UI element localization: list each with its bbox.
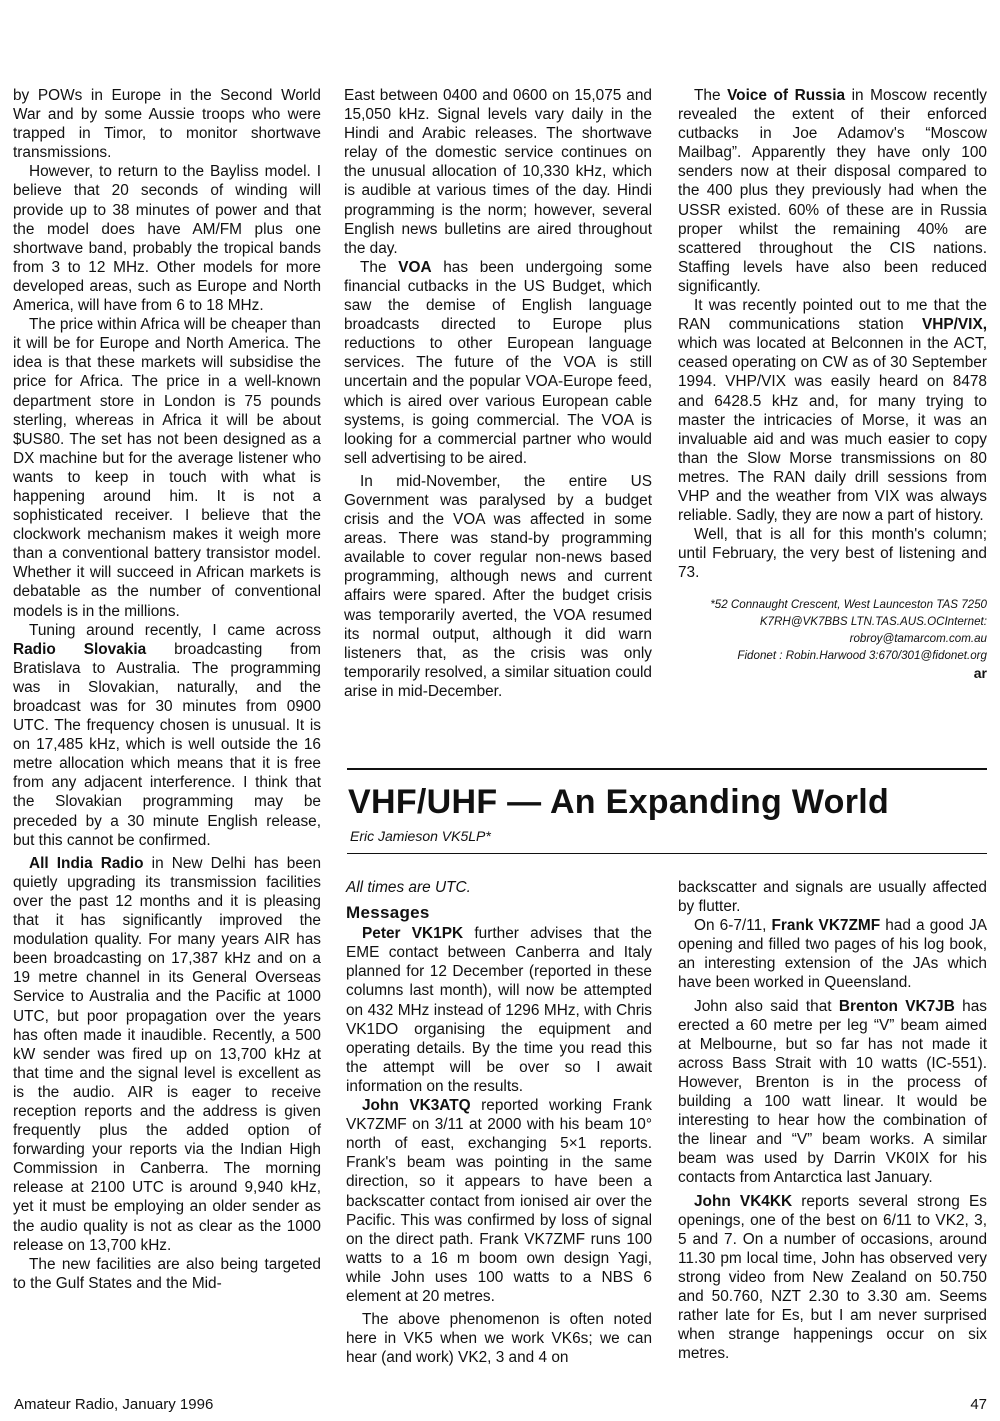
paragraph [13, 854, 321, 1255]
text-run: On 6-7/11, [694, 917, 772, 935]
text-run: John also said that [694, 997, 839, 1015]
station-name: Voice of Russia [727, 87, 846, 104]
article-title: VHF/UHF — An Expanding World [348, 783, 890, 821]
paragraph [346, 1096, 652, 1306]
text-run: The [360, 258, 399, 276]
byline-rule [347, 853, 987, 854]
station-name: All India Radio [29, 854, 144, 872]
address-line: *52 Connaught Crescent, West Launceston TAS 7250 [710, 598, 987, 612]
text-run: has erected a 60 metre per leg “V” beam aimed at Melbourne, but so far has not made it across Bass Strait with 10 watts (IC-551). However, Brenton is in the process of building a 100 watt linear. It would be interesting to hear how the combination of the linear and “V” beam works. A similar beam was used by Darrin VK0IX for his contacts from Antarctica last January. [678, 997, 987, 1187]
callsign: John VK3ATQ [362, 1097, 471, 1115]
text-run: in Moscow recently revealed the extent of their enforced cutbacks in Joe Adamov's “Moscow Mailbag”. Apparently they have only 100 senders now at their disposal compared to the 400 plus they previously had when the USSR existed. 60% of these are in Russia proper whilst the remaining 40% are scattered throughout the CIS nations. Staffing levels have also been reduced significantly. [678, 87, 987, 295]
paragraph: by POWs in Europe in the Second World War and by some Aussie troops who were trapped in Timor, to monitor shortwave transmissions. [13, 87, 321, 162]
author-address [678, 596, 987, 664]
intro-note: All times are UTC. [346, 879, 471, 896]
text-run: Tuning around recently, I came across [29, 621, 321, 639]
paragraph: The price within Africa will be cheaper than it will be for Europe and North America. The idea is that these markets will subsidise the price for Africa. The price in a well-known department store in London is 75 pounds sterling, whereas in Africa it will be about $US80. The set has not been designed as a DX machine but for the average listener who wants to keep in touch with what is happening around him. It is not a sophisticated receiver. I believe that the clockwork mechanism makes it weigh more than a conventional battery transistor model. Whether it will succeed in African markets is debatable as the number of conventional models is in the millions. [13, 316, 321, 620]
paragraph [678, 916, 987, 992]
callsign: Peter VK1PK [362, 925, 464, 943]
text-run: The [694, 87, 728, 104]
paragraph: backscatter and signals are usually affected by flutter. [678, 879, 987, 916]
paragraph: However, to return to the Bayliss model. I believe that 20 seconds of winding will provide up to 38 minutes of power and that the model does have AM/FM plus one shortwave band, probably the tropical bands from 3 to 12 MHz. Other models for more developed areas, such as Europe and North America, will have from 6 to 18 MHz. [13, 163, 321, 315]
column-5 [678, 878, 987, 1363]
paragraph [344, 258, 652, 468]
paragraph [13, 621, 321, 850]
paragraph [678, 997, 987, 1188]
address-line: K7RH@VK7BBS LTN.TAS.AUS.OCInternet: [759, 615, 987, 629]
column-1 [13, 86, 321, 1293]
header-rule [347, 768, 987, 770]
station-name: VOA [398, 258, 432, 276]
callsign: John VK4KK [694, 1192, 793, 1210]
paragraph [678, 1192, 987, 1364]
station-name: Radio Slovakia [13, 640, 147, 658]
column-4 [346, 878, 652, 1367]
article-byline: Eric Jamieson VK5LP* [350, 828, 491, 844]
text-run: in New Delhi has been quietly upgrading its transmission facilities over the past 12 months and it is pleasing that it has significantly improved the modulation quality. For many years AIR has been broadcasting on 17,387 kHz and on a 19 metre channel in its General Overseas Service to Australia and the Pacific at 1000 UTC, but poor propagation over the years has often made it inaudible. Recently, a 500 kW sender was fired up on 13,700 kHz at that time and the signal level is excellent as is the audio. AIR is eager to receive reception reports and the address is given frequently plus the added option of forwarding your reports via the Indian High Commission in Canberra. The morning release at 2100 UTC is around 9,940 kHz, yet it must be employing an older sender as the audio quality is not as clear as the 1000 release on 13,700 kHz. [13, 854, 321, 1254]
text-run: It was recently pointed out to me that the RAN communications station [678, 297, 987, 334]
address-line: robroy@tamarcom.com.au [849, 632, 987, 646]
address-line: Fidonet : Robin.Harwood 3:670/301@fidonet.org [737, 649, 987, 663]
station-name: VHP/VIX, [921, 316, 987, 334]
paragraph: Well, that is all for this month's column; until February, the very best of listening and 73. [678, 526, 987, 582]
paragraph: In mid-November, the entire US Government was paralysed by a budget crisis and the VOA was affected in some areas. There was stand-by programming available to cover regular non-news based programming, although news and current affairs were spared. After the budget crisis was temporarily averted, the VOA resumed its normal output, although it did warn listeners that, as the crisis was only temporarily resolved, a similar situation could arise in mid-December. [344, 472, 652, 700]
paragraph: East between 0400 and 0600 on 15,075 and 15,050 kHz. Signal levels vary daily in the Hindi and Arabic releases. The shortwave relay of the domestic service continues on the unusual allocation of 10,330 kHz, which is audible at various times of the day. Hindi programming is the norm; however, several English news bulletins are aired throughout the day. [344, 87, 652, 257]
text-run: reports several strong Es openings, one of the best on 6/11 to VK2, 3, 5 and 7. On a number of occasions, around 11.30 pm local time, John has observed very strong video from New Zealand on 50.750 and 50.760, NZT 2.30 to 3.30 am. Seems rather late for Es, but I am never surprised when strange happenings occur on six metres. [678, 1192, 987, 1363]
column-3 [678, 86, 987, 684]
text-run: has been undergoing some financial cutbacks in the US Budget, which saw the demise of English language broadcasts directed to Europe plus reductions to other European language services. The future of the VOA is still uncertain and the popular VOA-Europe feed, which is aired over various European cable systems, is going commercial. The VOA is looking for a commercial partner who would sell advertising to be aired. [344, 258, 652, 467]
paragraph: The new facilities are also being targeted to the Gulf States and the Mid- [13, 1255, 321, 1292]
callsign: Frank VK7ZMF [771, 917, 881, 935]
end-mark: ar [973, 665, 987, 682]
text-run: further advises that the EME contact between Canberra and Italy planned for 12 December (reported in these columns last month), will now be attempted on 432 MHz instead of 1296 MHz, with Chris VK1DO organising the equipment and operating details. By the time you read this the attempt will be over so I await information on the results. [346, 925, 652, 1095]
section-heading: Messages [346, 903, 430, 923]
callsign: Brenton VK7JB [838, 997, 955, 1015]
paragraph [346, 924, 652, 1096]
text-run: broadcasting from Bratislava to Australia. The programming was in Slovakian, naturally, and the broadcast was for 30 minutes from 0900 UTC. The frequency chosen is unusual. It is on 17,485 kHz, which is well outside the 16 metre allocation which means that it is free from any adjacent interference. I think that the Slovakian programming may be preceded by a 30 minute English release, but this cannot be confirmed. [13, 640, 321, 849]
footer-publication: Amateur Radio, January 1996 [14, 1396, 214, 1413]
column-2 [344, 86, 652, 701]
text-run: reported working Frank VK7ZMF on 3/11 at 2000 with his beam 10° north of east, exchanging 5×1 reports. Frank's beam was pointing in the same direction, so it appears to have been a backscatter contact from ionised air over the Pacific. This was confirmed by loss of signal on the direct path. Frank VK7ZMF runs 100 watts to a 16 m boom own design Yagi, while John uses 100 watts to a NBS 6 element at 20 metres. [346, 1097, 652, 1305]
paragraph [678, 296, 987, 525]
text-run: had a good JA opening and filled two pages of his log book, an interesting extension of the JAs which have been worked in Queensland. [678, 917, 988, 992]
paragraph [678, 86, 987, 296]
text-run: which was located at Belconnen in the ACT, ceased operating on CW as of 30 September 1994. VHP/VIX was easily heard on 8478 and 6428.5 kHz and, for many trying to master the intricacies of Morse, it was an invaluable aid and was much easier to copy than the Slow Morse transmissions on 80 metres. The RAN daily drill sessions from VHP and the weather from VIX was always reliable. Sadly, they are now a part of history. [678, 335, 987, 525]
paragraph: The above phenomenon is often noted here in VK5 when we work VK6s; we can hear (and work) VK2, 3 and 4 on [346, 1311, 652, 1367]
page-number: 47 [970, 1396, 987, 1413]
